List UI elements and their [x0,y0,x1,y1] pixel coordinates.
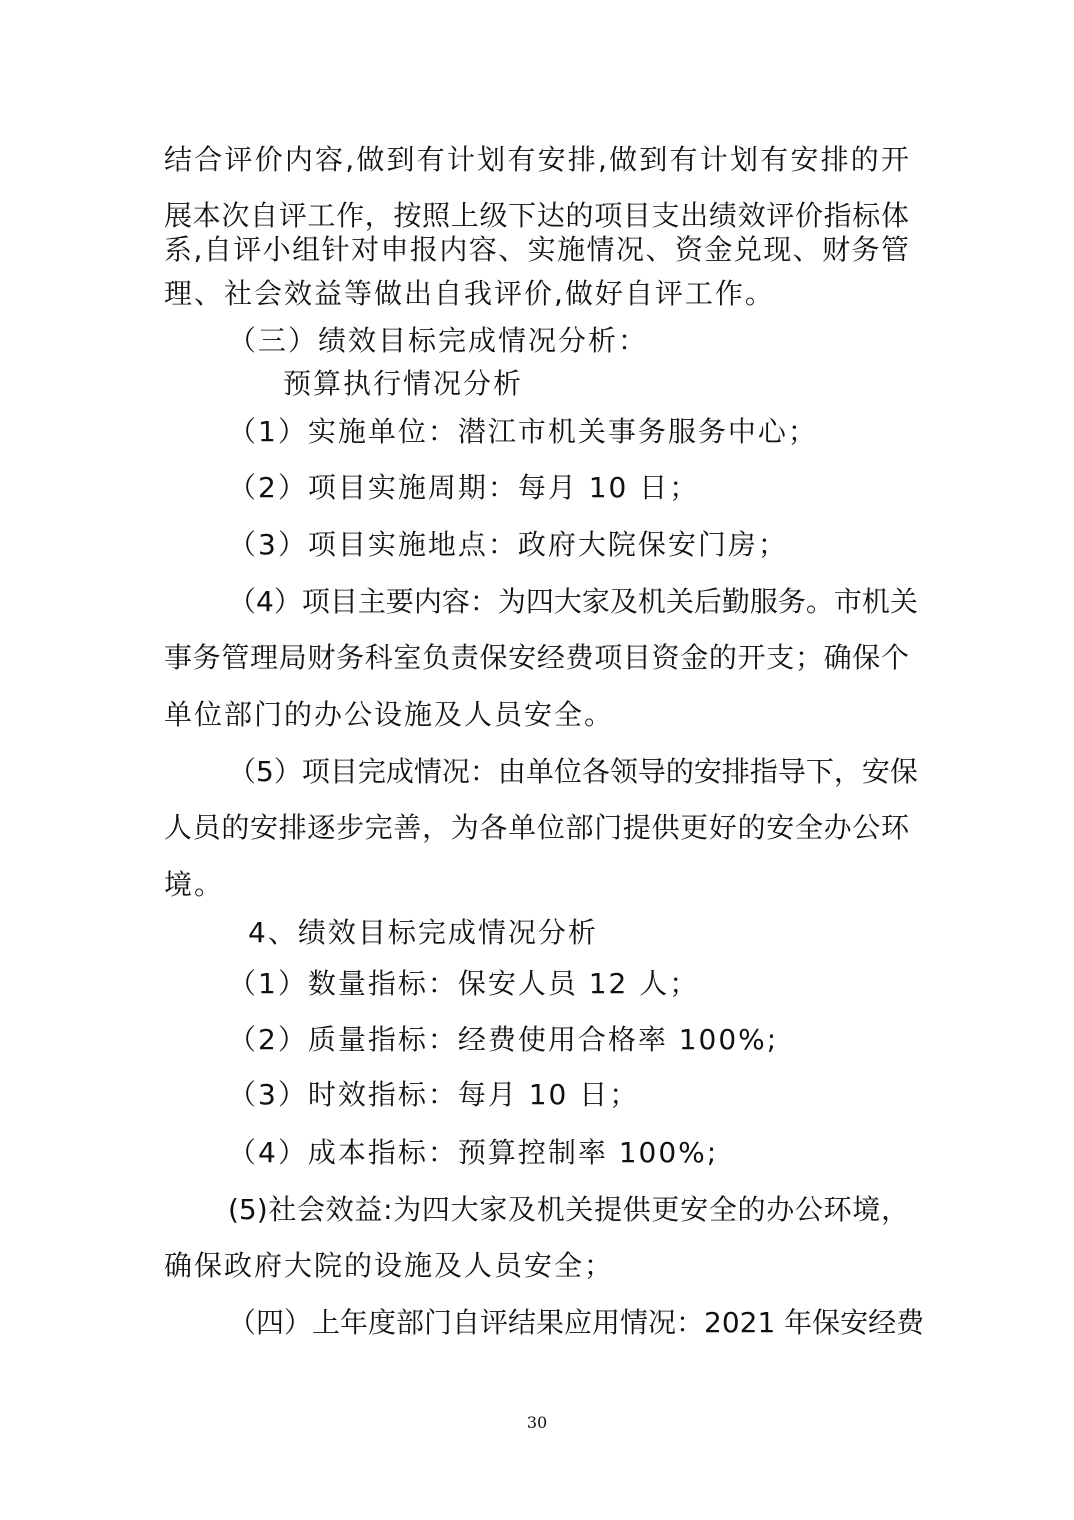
subsection-heading: 预算执行情况分析 [283,367,524,400]
body-text-line: 理、社会效益等做出自我评价,做好自评工作。 [164,277,775,310]
list-item: （3）项目实施地点：政府大院保安门房； [228,528,788,561]
body-text-line: 单位部门的办公设施及人员安全。 [164,698,615,731]
list-item: （4）项目主要内容：为四大家及机关后勤服务。市机关 [228,585,918,618]
section-heading: 4、绩效目标完成情况分析 [248,916,598,949]
list-item: (5)社会效益:为四大家及机关提供更安全的办公环境， [228,1193,909,1226]
list-item: （2）质量指标：经费使用合格率 100%; [228,1023,779,1056]
body-text-line: 结合评价内容,做到有计划有安排,做到有计划有安排的开 [164,143,909,176]
list-item: （5）项目完成情况：由单位各领导的安排指导下，安保 [228,755,918,788]
body-text-line: 系,自评小组针对申报内容、实施情况、资金兑现、财务管 [164,233,909,266]
list-item: （1）实施单位：潜江市机关事务服务中心； [228,415,818,448]
body-text-line: 人员的安排逐步完善，为各单位部门提供更好的安全办公环 [164,811,909,844]
section-heading: （四）上年度部门自评结果应用情况：2021 年保安经费 [228,1306,925,1339]
list-item: （1）数量指标：保安人员 12 人； [228,967,700,1000]
body-text-line: 展本次自评工作，按照上级下达的项目支出绩效评价指标体 [164,199,909,232]
body-text-line: 事务管理局财务科室负责保安经费项目资金的开支；确保个 [164,641,909,674]
list-item: （3）时效指标：每月 10 日； [228,1078,640,1111]
body-text-line: 境。 [164,868,225,901]
list-item: （4）成本指标：预算控制率 100%; [228,1136,719,1169]
list-item: （2）项目实施周期：每月 10 日； [228,471,700,504]
page-number: 30 [526,1413,548,1432]
section-heading: （三）绩效目标完成情况分析： [228,324,649,357]
body-text-line: 确保政府大院的设施及人员安全； [164,1249,615,1282]
